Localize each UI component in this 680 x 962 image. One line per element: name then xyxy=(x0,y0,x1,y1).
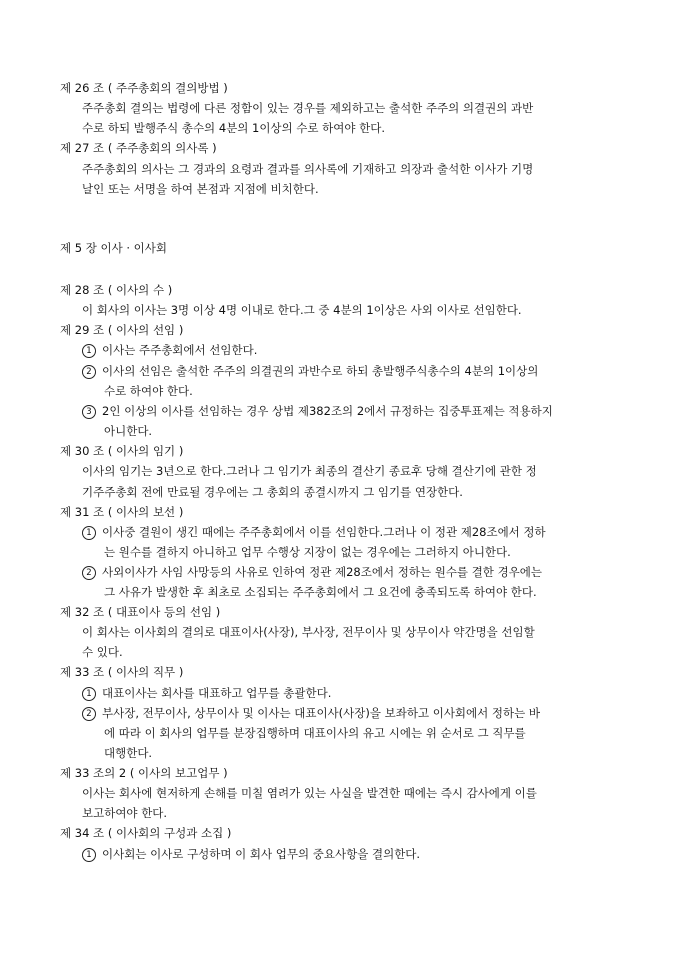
item-number: 1 xyxy=(82,526,96,540)
chapter-title: 제 5 장 이사 · 이사회 xyxy=(60,241,168,255)
article-heading: 제 26 조 ( 주주총회의 결의방법 ) xyxy=(60,81,228,95)
article-heading: 제 29 조 ( 이사의 선임 ) xyxy=(60,323,184,337)
article-heading: 제 31 조 ( 이사의 보선 ) xyxy=(60,505,184,519)
list-item: 1 이사는 주주총회에서 선임한다. xyxy=(82,342,257,358)
item-number: 3 xyxy=(82,405,96,419)
list-item-cont: 아니한다. xyxy=(104,424,153,438)
item-number: 2 xyxy=(82,566,96,580)
article-heading: 제 32 조 ( 대표이사 등의 선임 ) xyxy=(60,605,221,619)
item-number: 2 xyxy=(82,707,96,721)
list-item-cont: 에 따라 이 회사의 업무를 분장집행하며 대표이사의 유고 시에는 위 순서로 그 직무를 xyxy=(104,726,526,740)
list-item: 2 이사의 선임은 출석한 주주의 의결권의 과반수로 하되 총발행주식총수의 4분의 1이상의 xyxy=(82,363,538,379)
article-text: 이사의 임기는 3년으로 한다.그러나 그 임기가 최종의 결산기 종료후 당해 결산기에 관한 정 xyxy=(82,464,537,478)
article-text: 주주총회 결의는 법령에 다른 정함이 있는 경우를 제외하고는 출석한 주주의 의결권의 과반 xyxy=(82,101,534,115)
article-heading: 제 30 조 ( 이사의 임기 ) xyxy=(60,444,184,458)
list-item: 3 2인 이상의 이사를 선임하는 경우 상법 제382조의 2에서 규정하는 집중투표제는 적용하지 xyxy=(82,403,553,419)
article-heading: 제 27 조 ( 주주총회의 의사록 ) xyxy=(60,141,217,155)
list-item: 2 사외이사가 사임 사망등의 사유로 인하여 정관 제28조에서 정하는 원수를 결한 경우에는 xyxy=(82,564,542,580)
article-text: 수 있다. xyxy=(82,645,123,659)
article-text: 이사는 회사에 현저하게 손해를 미칠 염려가 있는 사실을 발견한 때에는 즉시 감사에게 이를 xyxy=(82,786,537,800)
article-text: 이 회사의 이사는 3명 이상 4명 이내로 한다.그 중 4분의 1이상은 사외 이사로 선임한다. xyxy=(82,303,522,317)
item-number: 1 xyxy=(82,344,96,358)
article-text: 기주주총회 전에 만료될 경우에는 그 총회의 종결시까지 그 임기를 연장한다. xyxy=(82,485,463,499)
item-number: 1 xyxy=(82,687,96,701)
list-item-cont: 그 사유가 발생한 후 최초로 소집되는 주주총회에서 그 요건에 충족되도록 하여야 한다. xyxy=(104,585,537,599)
item-number: 2 xyxy=(82,365,96,379)
list-item: 2 부사장, 전무이사, 상무이사 및 이사는 대표이사(사장)을 보좌하고 이사회에서 정하는 바 xyxy=(82,705,540,721)
article-text: 주주총회의 의사는 그 경과의 요령과 결과를 의사록에 기재하고 의장과 출석한 이사가 기명 xyxy=(82,162,534,176)
list-item: 1 이사중 결원이 생긴 때에는 주주총회에서 이를 선임한다.그러나 이 정관 제28조에서 정하 xyxy=(82,524,546,540)
article-heading: 제 33 조의 2 ( 이사의 보고업무 ) xyxy=(60,766,228,780)
article-heading: 제 33 조 ( 이사의 직무 ) xyxy=(60,665,184,679)
article-text: 날인 또는 서명을 하여 본점과 지점에 비치한다. xyxy=(82,182,319,196)
article-heading: 제 34 조 ( 이사회의 구성과 소집 ) xyxy=(60,826,232,840)
list-item-cont: 는 원수를 결하지 아니하고 업무 수행상 지장이 없는 경우에는 그러하지 아니한다. xyxy=(104,545,511,559)
item-number: 1 xyxy=(82,848,96,862)
list-item: 1 대표이사는 회사를 대표하고 업무를 총괄한다. xyxy=(82,685,331,701)
list-item: 1 이사회는 이사로 구성하며 이 회사 업무의 중요사항을 결의한다. xyxy=(82,846,420,862)
article-text: 보고하여야 한다. xyxy=(82,806,168,820)
list-item-cont: 수로 하여야 한다. xyxy=(104,384,193,398)
article-text: 이 회사는 이사회의 결의로 대표이사(사장), 부사장, 전무이사 및 상무이사 약간명을 선임할 xyxy=(82,625,535,639)
list-item-cont: 대행한다. xyxy=(104,746,153,760)
article-text: 수로 하되 발행주식 총수의 4분의 1이상의 수로 하여야 한다. xyxy=(82,121,386,135)
article-heading: 제 28 조 ( 이사의 수 ) xyxy=(60,283,173,297)
